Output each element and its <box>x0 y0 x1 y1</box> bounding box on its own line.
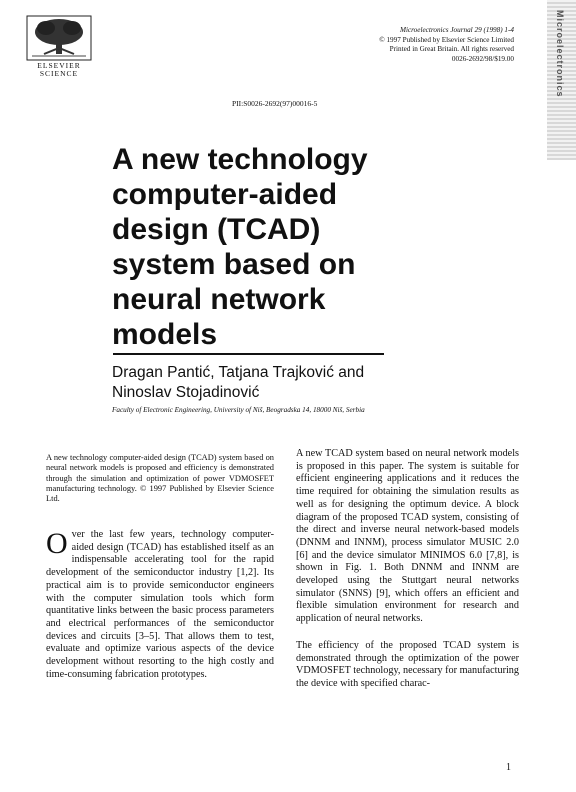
side-strip <box>547 0 576 160</box>
tree-logo-icon <box>24 14 94 62</box>
copyright-line: © 1997 Published by Elsevier Science Limited <box>379 35 514 44</box>
pii-code: PII:S0026-2692(97)00016-5 <box>232 99 318 108</box>
page-number: 1 <box>506 762 511 773</box>
author-affiliation: Faculty of Electronic Engineering, University of Niš, Beogradska 14, 18000 Niš, Serbia <box>112 406 365 414</box>
publisher-logo <box>24 14 94 78</box>
side-strip-text: Microelectronics <box>555 10 565 98</box>
journal-citation: Microelectronics Journal 29 (1998) 1-4 <box>399 26 514 34</box>
journal-header <box>300 26 514 64</box>
issn-line: 0026-2692/98/$19.00 <box>451 54 514 63</box>
intro-column <box>46 529 274 681</box>
author-list: Dragan Pantić, Tatjana Trajković and Ninoslav Stojadinović <box>112 364 365 401</box>
paragraph-efficiency: The efficiency of the proposed TCAD system is demonstrated through the optimization of the power VDMOSFET technology, necessary for manufacturing the device with specified charac- <box>296 639 519 689</box>
printed-line: Printed in Great Britain. All rights reserved <box>389 45 514 54</box>
intro-paragraph: ver the last few years, technology computer-aided design (TCAD) has established itself as an indispensable accelerating tool for the rapid development of the semiconductor industry [1,2]. Its practical aim is to provide semiconductor engineers with the computer simulation tools which form quantitative links between the basic process parameters and electrical performances of the semiconductor devices and circuits [3–5]. That allows them to test, evaluate and optimize various aspects of the device development without resorting to the high costly and time-consuming fabrication prototypes. <box>46 529 274 680</box>
abstract: A new technology computer-aided design (TCAD) system based on neural network models is proposed and efficiency is demonstrated through the simulation and optimization of power VDMOSFET manufacturing technology. © 1997 Published by Elsevier Science Ltd. <box>46 453 274 504</box>
right-column <box>296 448 519 705</box>
drop-cap: O <box>46 527 68 560</box>
publisher-name-line1: ELSEVIER <box>37 61 81 70</box>
article-title: A new technology computer-aided design (TCAD) system based on neural network models <box>112 143 368 351</box>
paragraph-system-description: A new TCAD system based on neural network models is proposed in this paper. The system is suitable for efficient engineering applications and it reduces the time required for obtaining the simulation results as well as for designing the optimum device. A block diagram of the proposed TCAD system, consisting of the direct and inverse neural network-based models (DNNM and INNM), process simulator MUSIC 2.0 [6] and the device simulator MINIMOS 6.0 [7,8], is shown in Fig. 1. Both DNNM and INNM are developed using the Stuttgart neural networks simulator (SNNS) [9], which offers an efficient and flexible simulation environment for research and application of neural networks. <box>296 448 519 625</box>
publisher-name-line2: SCIENCE <box>39 69 79 78</box>
title-divider <box>113 353 384 355</box>
